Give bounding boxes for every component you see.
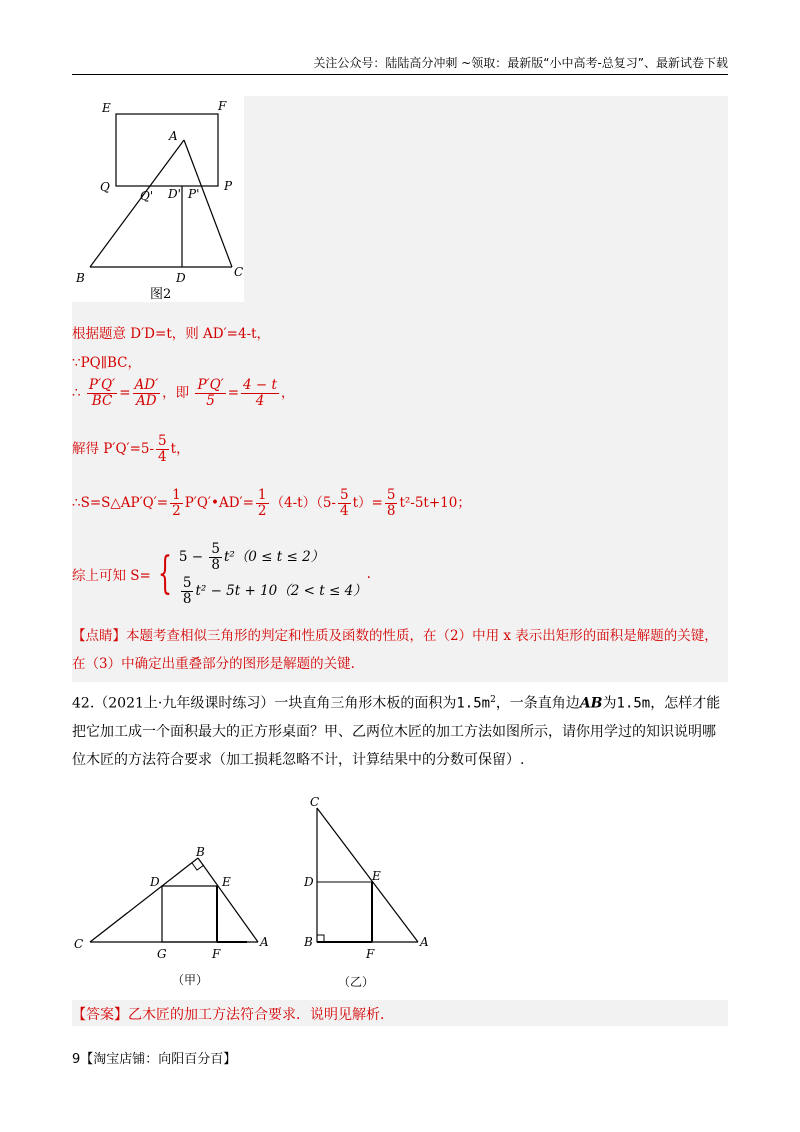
figB-label-E: E: [372, 869, 381, 883]
figA-label-C: C: [74, 937, 84, 951]
fig2-label-P: P: [224, 179, 233, 193]
solution-line-5: ∴S=S△AP′Q′= $\frac{1}{2}$ P′Q′•AD′= $\frac{1}{2}$ （4-t）（5- $\frac{5}{4}$ t）= $\frac{5}{8}$ t²-5t+10；: [72, 487, 471, 519]
figA-label-G: G: [157, 947, 167, 961]
fig2-label-Pp: P': [188, 187, 200, 201]
fig2-label-Qp: Q': [140, 189, 154, 203]
solution-line-4: 解得 P′Q′=5- $\frac{5}{4}$ t，: [72, 433, 190, 465]
solution-point: 【点睛】本题考查相似三角形的判定和性质及函数的性质，在（2）中用 x 表示出矩形的面积是解题的关键，在（3）中确定出重叠部分的图形是解题的关键.: [72, 628, 718, 672]
fig2-label-Q: Q: [100, 180, 110, 194]
figB-label-B: B: [304, 935, 313, 949]
fig2-caption: 图2: [150, 287, 172, 302]
figA-label-A: A: [260, 935, 269, 949]
fig2-label-E: E: [102, 101, 111, 115]
fig2-label-F: F: [218, 99, 227, 113]
solution-line-1: 根据题意 D′D=t，则 AD′=4-t，: [72, 326, 271, 342]
figB-label-A: A: [420, 935, 429, 949]
figure-yi: [296, 792, 446, 992]
figB-label-F: F: [366, 947, 375, 961]
fig2-label-B: B: [76, 271, 85, 285]
figA-caption: （甲）: [172, 973, 209, 987]
fig2-label-A: A: [169, 129, 178, 143]
figA-label-D: D: [150, 875, 160, 889]
solution-line-2: ∵PQ∥BC，: [72, 355, 141, 371]
fig2-label-D: D: [176, 271, 186, 285]
figB-label-C: C: [310, 795, 320, 809]
figure-2: [72, 96, 244, 302]
solution-line-6: 综上可知 S= { 5 − $\frac{5}{8}$ t²（0 ≤ t ≤ 2） $\frac{5}{8}$ t² − 5t + 10（2 < t ≤ 4） .: [72, 541, 371, 607]
figure-jia: [72, 840, 282, 990]
figA-label-F: F: [212, 947, 221, 961]
question-42: 42.（2021上·九年级课时练习）一块直角三角形木板的面积为$1.5m^2$，一条直角边AB为1.5m，怎样才能把它加工成一个面积最大的正方形桌面？甲、乙两位木匠的加工方法如图所示，请你用学过的知识说明哪位木匠的方法符合要求（加工损耗忽略不计，计算结果中的分数可保留）.: [72, 695, 721, 768]
fig2-label-Dp: D': [168, 187, 181, 201]
page-header: [72, 54, 728, 75]
answer-text: 【答案】乙木匠的加工方法符合要求．说明见解析．: [72, 1007, 394, 1023]
figA-label-E: E: [222, 875, 231, 889]
fig2-label-C: C: [234, 265, 244, 279]
figB-caption: （乙）: [338, 975, 375, 989]
figB-label-D: D: [304, 875, 314, 889]
page-footer: 9【淘宝店铺：向阳百分百】: [72, 1052, 237, 1067]
solution-line-3: ∴ $\frac{P'Q'}{BC}$ = $\frac{AD'}{AD}$ ，即 $\frac{P'Q'}{5}$ = $\frac{4 - t}{4}$ ，: [72, 377, 295, 409]
figA-label-B: B: [196, 845, 205, 859]
header-text: 关注公众号：陆陆高分冲刺 ~领取：最新版“小中高考-总复习”、最新试卷下载: [313, 56, 728, 70]
figure-2-diagram: [72, 96, 244, 302]
